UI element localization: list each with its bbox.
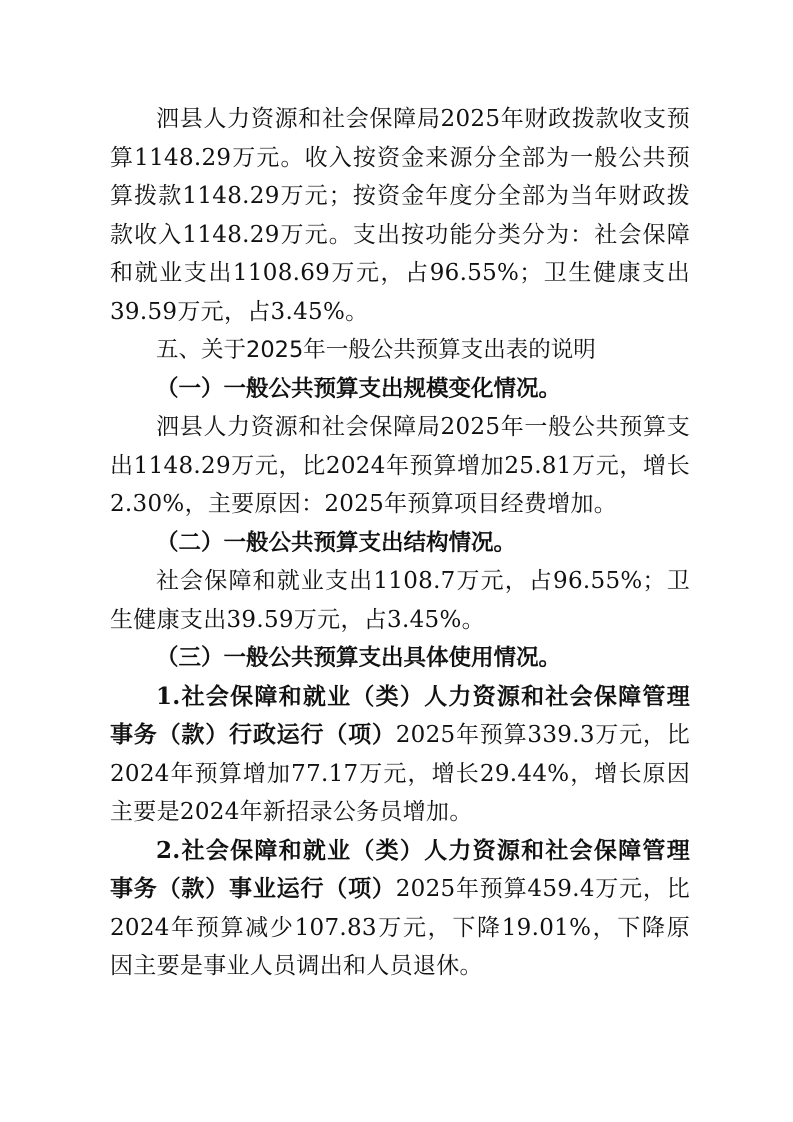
item-1-text: 2025年预算339.3万元，比2024年预算增加77.17万元，增长29.44%，增长原因主要是2024年新招录公务员增加。 bbox=[110, 722, 690, 825]
intro-paragraph: 泗县人力资源和社会保障局2025年财政拨款收支预算1148.29万元。收入按资金来源分全部为一般公共预算拨款1148.29万元；按资金年度分全部为当年财政拨款收入1148.29万元。支出按功能分类分为：社会保障和就业支出1108.69万元，占96.55%；卫生健康支出39.59万元，占3.45%。 bbox=[110, 106, 690, 325]
subsection-1-body: 泗县人力资源和社会保障局2025年一般公共预算支出1148.29万元，比2024年预算增加25.81万元，增长2.30%，主要原因：2025年预算项目经费增加。 bbox=[110, 414, 690, 517]
item-1-heading: 1.社会保障和就业（类）人力资源和社会保障管理事务（款）行政运行（项） bbox=[110, 682, 690, 748]
item-2-paragraph bbox=[110, 832, 690, 986]
subsection-3-heading: （三）一般公共预算支出具体使用情况。 bbox=[156, 645, 562, 671]
item-2-text: 2025年预算459.4万元，比2024年预算减少107.83万元，下降19.01%，下降原因主要是事业人员调出和人员退休。 bbox=[110, 876, 690, 979]
document-page bbox=[110, 100, 690, 986]
subsection-2-body: 社会保障和就业支出1108.7万元，占96.55%；卫生健康支出39.59万元，占3.45%。 bbox=[110, 568, 690, 633]
item-1-paragraph bbox=[110, 678, 690, 832]
section-5-heading: 五、关于2025年一般公共预算支出表的说明 bbox=[156, 337, 596, 363]
item-2-heading: 2.社会保障和就业（类）人力资源和社会保障管理事务（款）事业运行（项） bbox=[110, 836, 690, 902]
subsection-2-heading: （二）一般公共预算支出结构情况。 bbox=[156, 529, 517, 556]
subsection-1-heading: （一）一般公共预算支出规模变化情况。 bbox=[156, 375, 562, 402]
